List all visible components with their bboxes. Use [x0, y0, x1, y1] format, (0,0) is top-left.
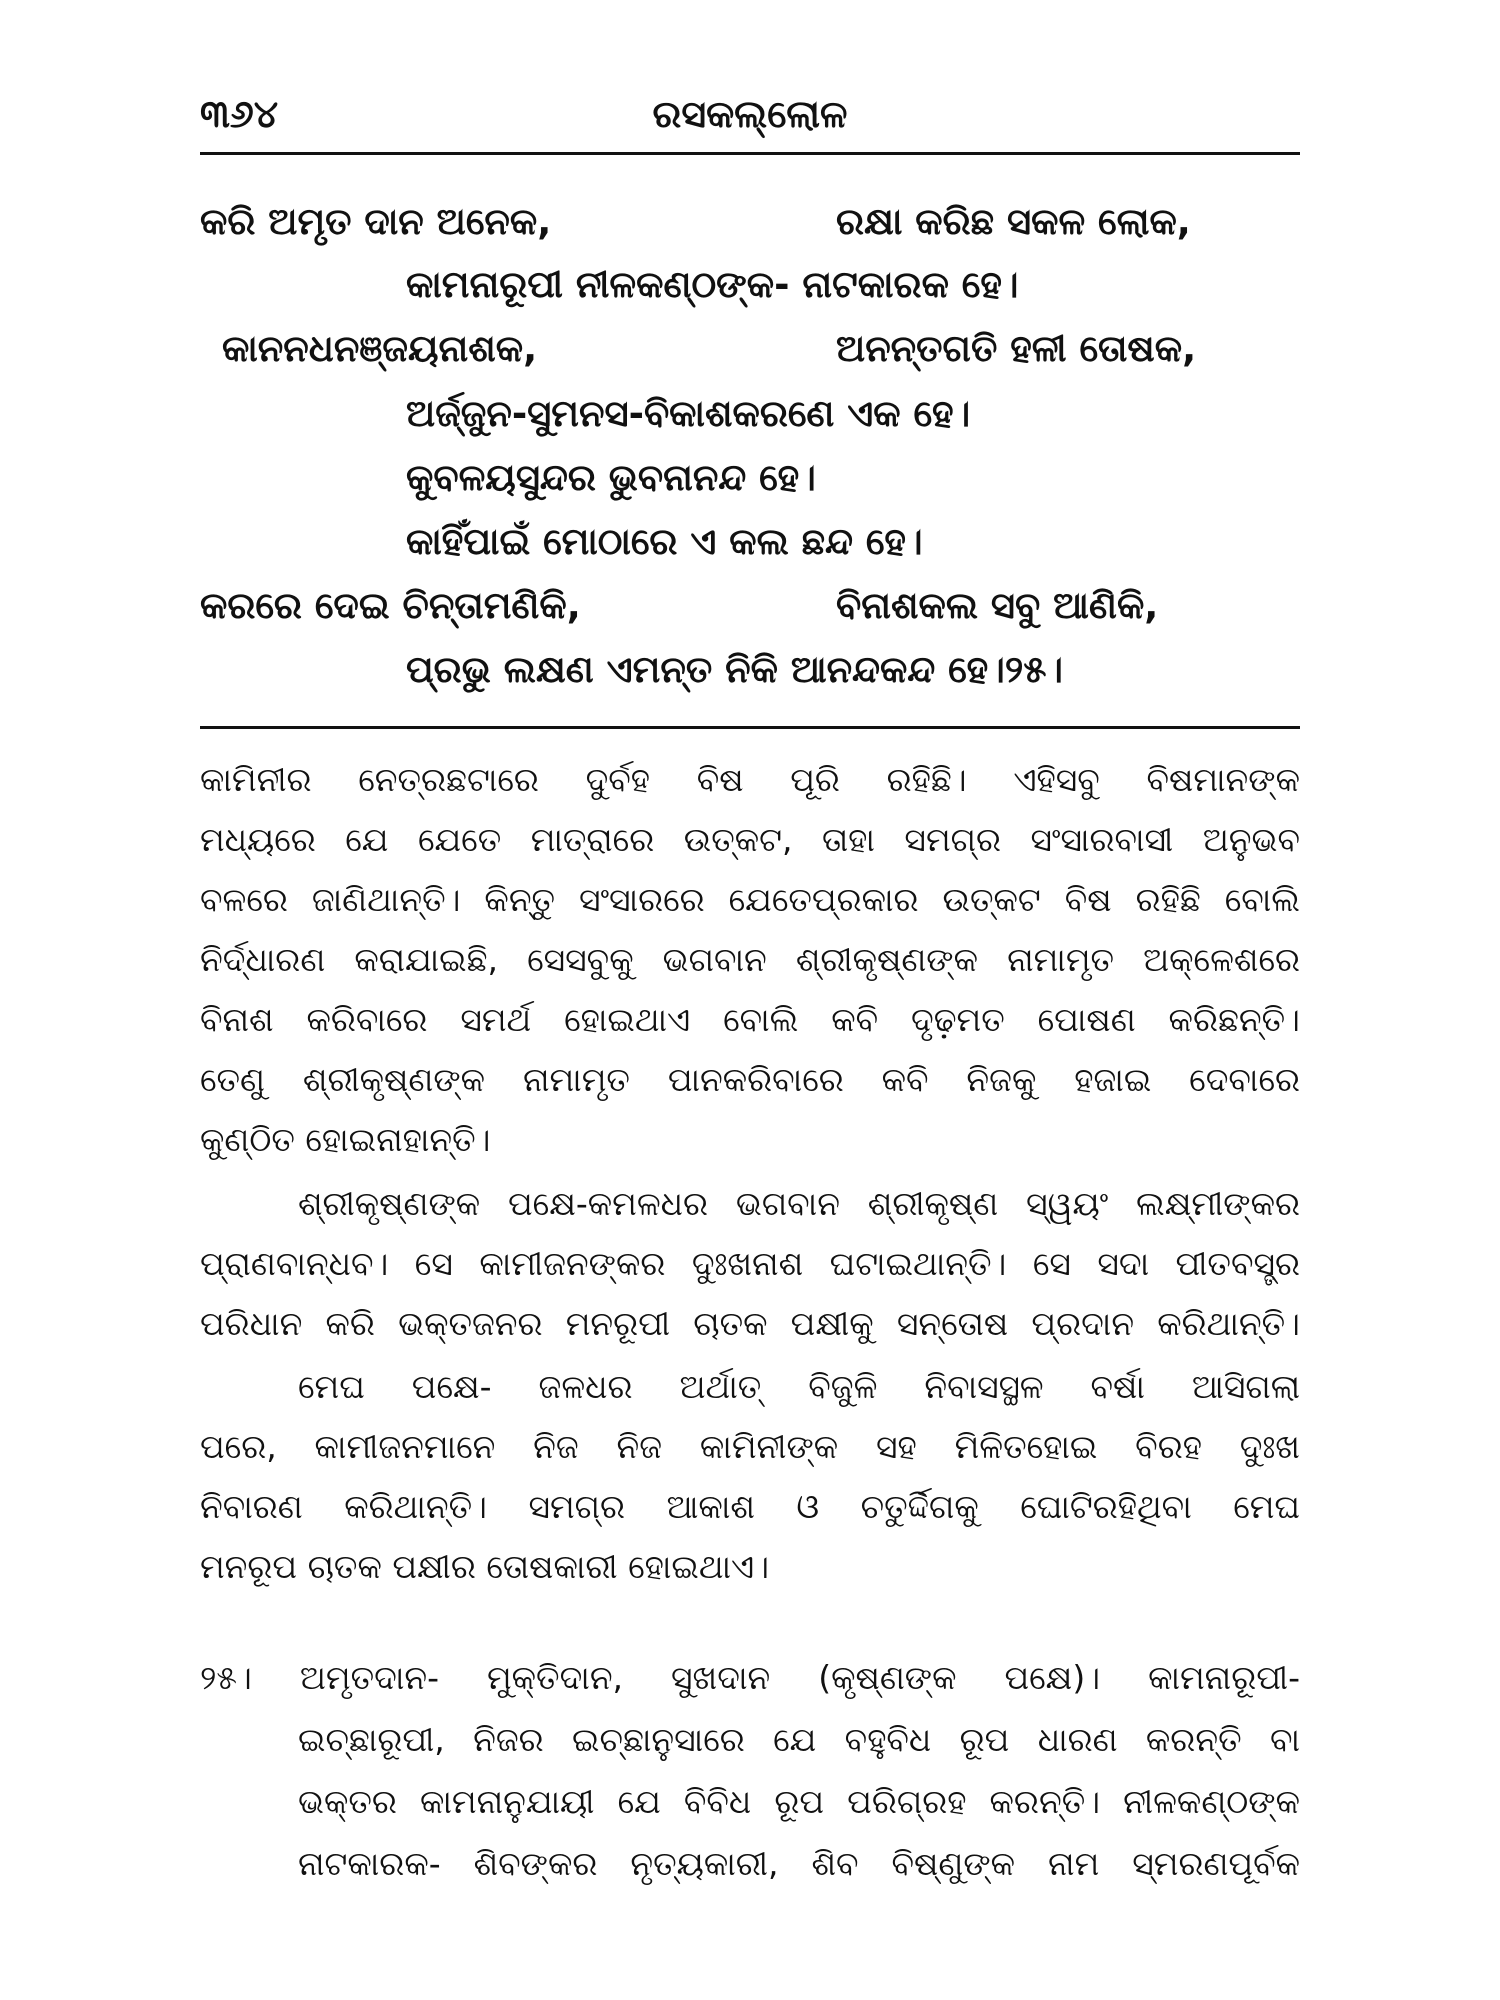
- commentary-line: ମନରୂପ ଚାତକ ପକ୍ଷୀର ତୋଷକାରୀ ହୋଇଥାଏ।: [200, 1547, 770, 1586]
- footnote-line: ଇଚ୍ଛାରୂପୀ, ନିଜର ଇଚ୍ଛାନୁସାରେ ଯେ ବହୁବିଧ ରୂପ ଧାରଣ କରନ୍ତି ବା: [298, 1720, 1300, 1759]
- commentary-line: ତେଣୁ ଶ୍ରୀକୃଷ୍ଣଙ୍କ ନାମାମୃତ ପାନକରିବାରେ କବି ନିଜକୁ ହଜାଇ ଦେବାରେ: [200, 1060, 1300, 1099]
- page-number: ୩୬୪: [200, 92, 279, 136]
- verse-line-3-right: ଅନନ୍ତଗତି ହଳୀ ତୋଷକ,: [836, 327, 1197, 370]
- verse-line-7-right: ବିନାଶକଲ ସବୁ ଆଣିକି,: [836, 584, 1159, 627]
- verse-line-5: କୁବଳୟସୁନ୍ଦର ଭୁବନାନନ୍ଦ ହେ।: [406, 456, 816, 499]
- commentary-line: ଶ୍ରୀକୃଷ୍ଣଙ୍କ ପକ୍ଷେ-କମଳଧର ଭଗବାନ ଶ୍ରୀକୃଷ୍ଣ ସ୍ୱୟଂ ଲକ୍ଷ୍ମୀଙ୍କର: [298, 1184, 1300, 1223]
- commentary-line: ପ୍ରାଣବାନ୍ଧବ। ସେ କାମୀଜନଙ୍କର ଦୁଃଖନାଶ ଘଟାଇଥାନ୍ତି। ସେ ସଦା ପୀତବସ୍ତ୍ର: [200, 1244, 1300, 1283]
- commentary-line: ବିନାଶ କରିବାରେ ସମର୍ଥ ହୋଇଥାଏ ବୋଲି କବି ଦୃଢ଼ମତ ପୋଷଣ କରିଛନ୍ତି।: [200, 1000, 1300, 1039]
- header-rule: [200, 152, 1300, 155]
- section-rule: [200, 726, 1300, 729]
- commentary-line: କୁଣ୍ଠିତ ହୋଇନାହାନ୍ତି।: [200, 1120, 491, 1159]
- verse-line-6: କାହିଁପାଇଁ ମୋଠାରେ ଏ କଲ ଛନ୍ଦ ହେ।: [406, 520, 923, 563]
- verse-line-7-left: କରରେ ଦେଇ ଚିନ୍ତାମଣିକି,: [200, 584, 581, 627]
- footnote-line: ଭକ୍ତର କାମନାନୁଯାୟୀ ଯେ ବିବିଧ ରୂପ ପରିଗ୍ରହ କରନ୍ତି। ନୀଳକଣ୍ଠଙ୍କ: [298, 1782, 1300, 1821]
- page-header: [200, 92, 1300, 152]
- verse-line-2: କାମନାରୂପୀ ନୀଳକଣ୍ଠଙ୍କ- ନାଟକାରକ ହେ।: [406, 263, 1019, 306]
- commentary-line: କାମିନୀର ନେତ୍ରଛଟାରେ ଦୁର୍ବହ ବିଷ ପୂରି ରହିଛି। ଏହିସବୁ ବିଷମାନଙ୍କ: [200, 760, 1300, 799]
- commentary-line: ବଳରେ ଜାଣିଥାନ୍ତି। କିନ୍ତୁ ସଂସାରରେ ଯେତେପ୍ରକାର ଉତ୍କଟ ବିଷ ରହିଛି ବୋଲି: [200, 880, 1300, 919]
- verse-line-8: ପ୍ରଭୁ ଲକ୍ଷଣ ଏମନ୍ତ ନିକି ଆନନ୍ଦକନ୍ଦ ହେ।୨୫।: [406, 648, 1064, 691]
- verse-line-3-left: କାନନଧନଞ୍ଜୟନାଶକ,: [222, 327, 538, 370]
- footnote-line: ନାଟକାରକ- ଶିବଙ୍କର ନୃତ୍ୟକାରୀ, ଶିବ ବିଷ୍ଣୁଙ୍କ ନାମ ସ୍ମରଣପୂର୍ବକ: [298, 1844, 1300, 1883]
- commentary-line: ମଧ୍ୟରେ ଯେ ଯେତେ ମାତ୍ରାରେ ଉତ୍କଟ, ତାହା ସମଗ୍ର ସଂସାରବାସୀ ଅନୁଭବ: [200, 820, 1300, 859]
- verse-line-1-left: କରି ଅମୃତ ଦାନ ଅନେକ,: [200, 200, 552, 243]
- footnote-line: ୨୫। ଅମୃତଦାନ- ମୁକ୍ତିଦାନ, ସୁଖଦାନ (କୃଷ୍ଣଙ୍କ ପକ୍ଷେ)। କାମନାରୂପୀ-: [200, 1658, 1300, 1697]
- running-title: ରସକଲ୍ଲୋଳ: [652, 92, 848, 136]
- commentary-line: ମେଘ ପକ୍ଷେ- ଜଳଧର ଅର୍ଥାତ୍ ବିଜୁଳି ନିବାସସ୍ଥଳ ବର୍ଷା ଆସିଗଲା: [298, 1367, 1300, 1406]
- verse-line-4: ଅର୍ଜ୍ଜୁନ-ସୁମନସ-ବିକାଶକରଣେ ଏକ ହେ।: [406, 392, 971, 435]
- commentary-line: ପରିଧାନ କରି ଭକ୍ତଜନର ମନରୂପୀ ଚାତକ ପକ୍ଷୀକୁ ସନ୍ତୋଷ ପ୍ରଦାନ କରିଥାନ୍ତି।: [200, 1304, 1300, 1343]
- verse-line-1-right: ରକ୍ଷା କରିଛ ସକଳ ଲୋକ,: [836, 200, 1191, 243]
- commentary-line: ନିର୍ଦ୍ଧାରଣ କରାଯାଇଛି, ସେସବୁକୁ ଭଗବାନ ଶ୍ରୀକୃଷ୍ଣଙ୍କ ନାମାମୃତ ଅକ୍ଳେଶରେ: [200, 940, 1300, 979]
- commentary-line: ନିବାରଣ କରିଥାନ୍ତି। ସମଗ୍ର ଆକାଶ ଓ ଚତୁର୍ଦ୍ଦିଗକୁ ଘୋଟିରହିଥିବା ମେଘ: [200, 1487, 1300, 1526]
- commentary-line: ପରେ, କାମୀଜନମାନେ ନିଜ ନିଜ କାମିନୀଙ୍କ ସହ ମିଳିତହୋଇ ବିରହ ଦୁଃଖ: [200, 1427, 1300, 1466]
